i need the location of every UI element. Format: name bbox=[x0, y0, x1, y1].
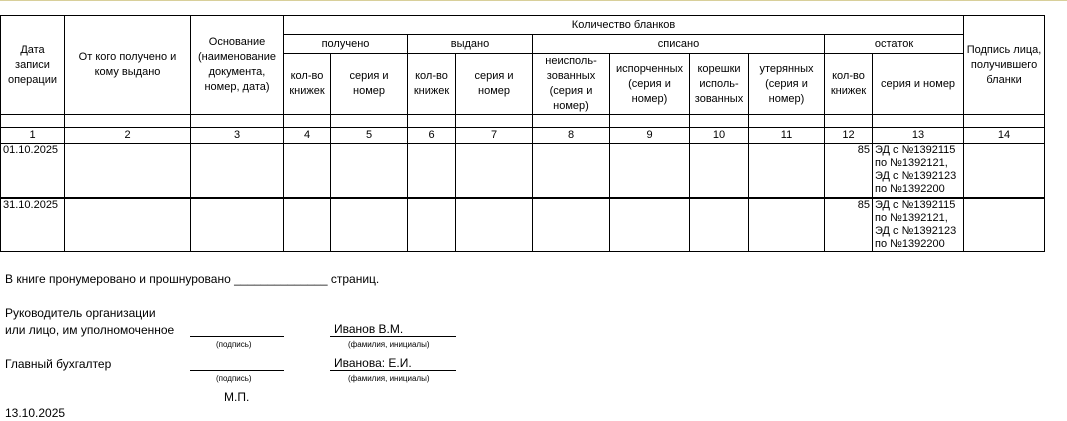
accountant-name-caption: (фамилия, инициалы) bbox=[348, 374, 430, 383]
header-received-qty: кол-во книжек bbox=[284, 54, 331, 115]
header-stubs: корешки исполь-зованных bbox=[690, 54, 749, 115]
accountant-name: Иванова: Е.И. bbox=[334, 356, 412, 370]
chief-accountant-label: Главный бухгалтер bbox=[5, 357, 112, 371]
head-label-line1: Руководитель организации bbox=[5, 306, 156, 320]
column-number: 6 bbox=[408, 128, 456, 144]
head-name-line bbox=[330, 336, 456, 337]
header-issued-qty: кол-во книжек bbox=[408, 54, 456, 115]
column-number: 14 bbox=[964, 128, 1045, 144]
row-date: 31.10.2025 bbox=[1, 198, 65, 252]
column-number: 4 bbox=[284, 128, 331, 144]
header-remainder-qty: кол-во книжек bbox=[825, 54, 873, 115]
table-row bbox=[1, 198, 1045, 252]
accountant-name-line bbox=[330, 370, 456, 371]
column-number: 5 bbox=[331, 128, 408, 144]
header-lost: утерянных (серия и номер) bbox=[749, 54, 825, 115]
accountant-signature-caption: (подпись) bbox=[216, 374, 252, 383]
row-remainder-qty: 85 bbox=[825, 198, 873, 252]
numbered-pages-text: В книге пронумеровано и прошнуровано ______________ страниц. bbox=[5, 272, 380, 286]
column-number: 1 bbox=[1, 128, 65, 144]
spacer-row bbox=[1, 115, 1045, 128]
header-remainder-series: серия и номер bbox=[873, 54, 964, 115]
header-qty-blanks: Количество бланков bbox=[284, 16, 964, 35]
head-signature-line bbox=[190, 336, 284, 337]
row-remainder-qty: 85 bbox=[825, 144, 873, 198]
column-number: 10 bbox=[690, 128, 749, 144]
header-remainder: остаток bbox=[825, 35, 964, 54]
header-issued: выдано bbox=[408, 35, 533, 54]
header-written-off: списано bbox=[533, 35, 825, 54]
accountant-signature-line bbox=[190, 370, 284, 371]
column-number: 12 bbox=[825, 128, 873, 144]
blank-accounting-table bbox=[0, 15, 1045, 252]
table-row bbox=[1, 144, 1045, 198]
header-from-to: От кого получено и кому выдано bbox=[65, 16, 191, 115]
stamp-placeholder: М.П. bbox=[224, 390, 250, 404]
header-received-series: серия и номер bbox=[331, 54, 408, 115]
header-signature: Подпись лица, получившего бланки bbox=[964, 16, 1045, 115]
header-unused: неисполь-зованных (серия и номер) bbox=[533, 54, 610, 115]
header-spoiled: испорченных (серия и номер) bbox=[610, 54, 690, 115]
document-date: 13.10.2025 bbox=[5, 406, 66, 420]
column-number-row bbox=[1, 128, 1045, 144]
head-name: Иванов В.М. bbox=[334, 322, 404, 336]
column-number: 13 bbox=[873, 128, 964, 144]
header-issued-series: серия и номер bbox=[456, 54, 533, 115]
row-remainder-series: ЭД с №1392115 по №1392121, ЭД с №1392123 по №1392200 bbox=[873, 198, 964, 252]
head-signature-caption: (подпись) bbox=[216, 340, 252, 349]
row-date: 01.10.2025 bbox=[1, 144, 65, 198]
column-number: 7 bbox=[456, 128, 533, 144]
column-number: 3 bbox=[191, 128, 284, 144]
top-rule bbox=[0, 0, 1067, 1]
column-number: 9 bbox=[610, 128, 690, 144]
head-name-caption: (фамилия, инициалы) bbox=[348, 340, 430, 349]
header-date: Дата записи операции bbox=[1, 16, 65, 115]
row-remainder-series: ЭД с №1392115 по №1392121, ЭД с №1392123 по №1392200 bbox=[873, 144, 964, 198]
column-number: 8 bbox=[533, 128, 610, 144]
header-basis: Основание (наименование документа, номер, дата) bbox=[191, 16, 284, 115]
column-number: 11 bbox=[749, 128, 825, 144]
column-number: 2 bbox=[65, 128, 191, 144]
head-label-line2: или лицо, им уполномоченное bbox=[5, 323, 175, 337]
header-received: получено bbox=[284, 35, 408, 54]
